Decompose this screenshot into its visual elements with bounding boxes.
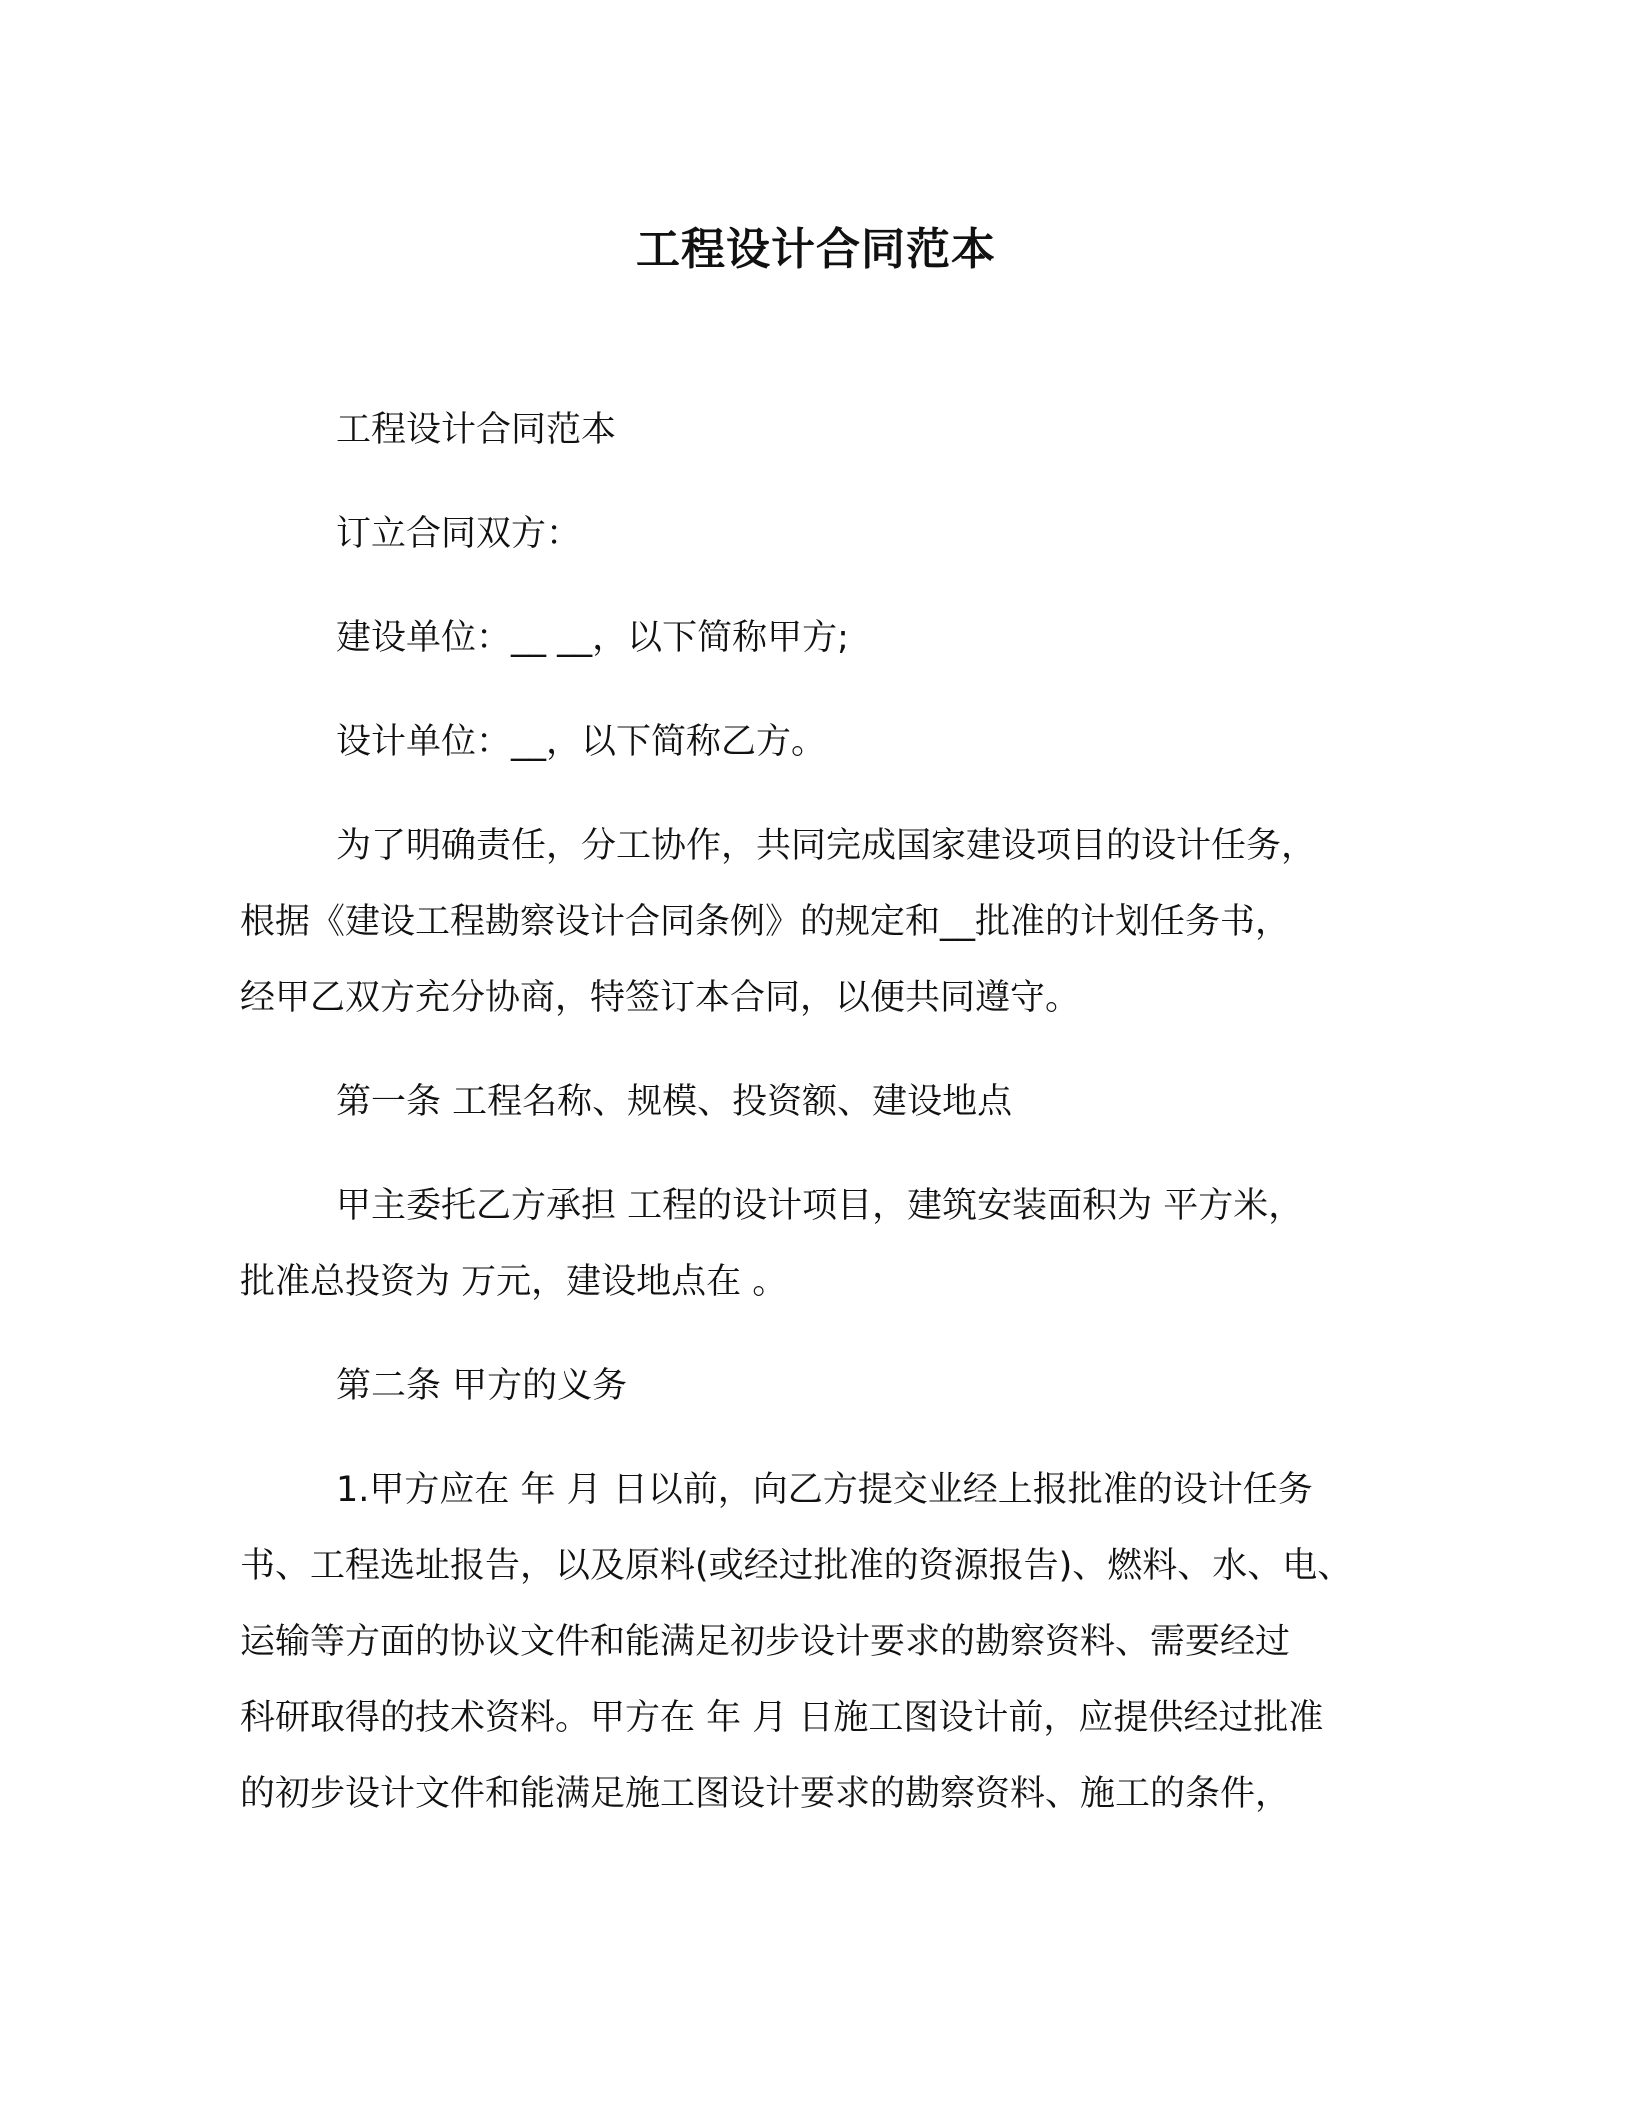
paragraph-line: 经甲乙双方充分协商，特签订本合同，以便共同遵守。: [240, 978, 1081, 1018]
paragraph-heading: [240, 392, 1410, 468]
paragraph-article-2-item-1: [240, 1452, 1410, 1832]
paragraph-line: 订立合同双方：: [336, 514, 582, 554]
paragraph-line: 建设单位：__ __，以下简称甲方;: [336, 618, 849, 658]
paragraph-line: 甲主委托乙方承担 工程的设计项目，建筑安装面积为 平方米，: [336, 1186, 1304, 1226]
paragraph-parties-intro: [240, 496, 1410, 572]
paragraph-line: 设计单位：__，以下简称乙方。: [336, 722, 827, 762]
paragraph-line: 为了明确责任，分工协作，共同完成国家建设项目的设计任务，: [336, 826, 1317, 866]
paragraph-line: 书、工程选址报告，以及原料(或经过批准的资源报告)、燃料、水、电、: [240, 1546, 1353, 1586]
paragraph-line: 科研取得的技术资料。甲方在 年 月 日施工图设计前，应提供经过批准: [240, 1698, 1324, 1738]
paragraph-line: 第二条 甲方的义务: [336, 1366, 628, 1406]
paragraph-line: 根据《建设工程勘察设计合同条例》的规定和__批准的计划任务书，: [240, 902, 1291, 942]
paragraph-article-1-body: [240, 1168, 1410, 1320]
paragraph-article-1-heading: [240, 1064, 1410, 1140]
document-body: [240, 392, 1410, 1860]
paragraph-party-b: [240, 704, 1410, 780]
document-title: 工程设计合同范本: [636, 224, 996, 275]
paragraph-purpose: [240, 808, 1410, 1036]
paragraph-line: 1.甲方应在 年 月 日以前，向乙方提交业经上报批准的设计任务: [336, 1470, 1313, 1510]
paragraph-line: 运输等方面的协议文件和能满足初步设计要求的勘察资料、需要经过: [240, 1622, 1291, 1662]
paragraph-party-a: [240, 600, 1410, 676]
paragraph-line: 批准总投资为 万元，建设地点在 。: [240, 1262, 788, 1302]
paragraph-line: 第一条 工程名称、规模、投资额、建设地点: [336, 1082, 1013, 1122]
paragraph-line: 工程设计合同范本: [336, 410, 617, 450]
paragraph-article-2-heading: [240, 1348, 1410, 1424]
paragraph-line: 的初步设计文件和能满足施工图设计要求的勘察资料、施工的条件，: [240, 1774, 1291, 1814]
